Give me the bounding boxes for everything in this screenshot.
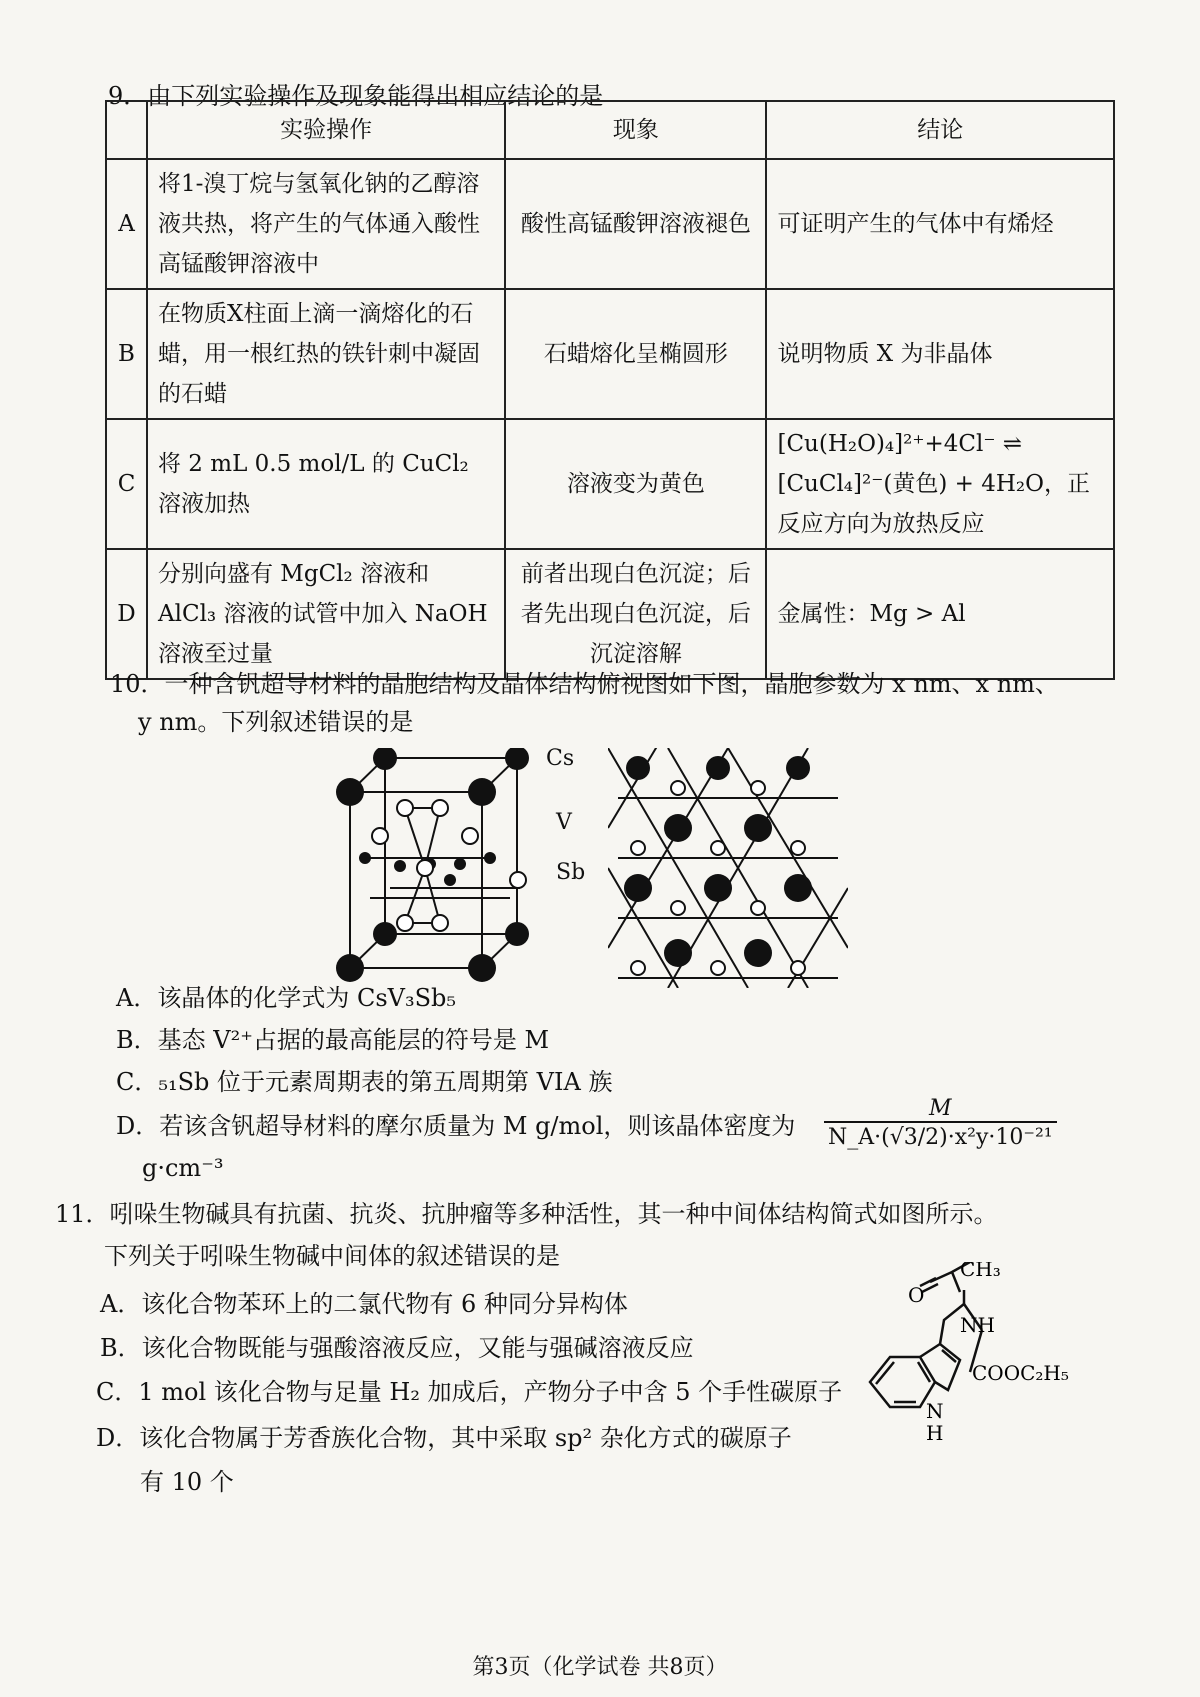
row-phenomenon: 酸性高锰酸钾溶液褪色 [505, 159, 766, 289]
q10-option-a: A．该晶体的化学式为 CsV₃Sb₅ [116, 984, 457, 1012]
header-conclusion: 结论 [766, 101, 1114, 159]
label-sb: Sb [556, 860, 586, 885]
q11-option-d-cont: 有 10 个 [140, 1468, 234, 1496]
q11-stem-line1: 11．吲哚生物碱具有抗菌、抗炎、抗肿瘤等多种活性，其一种中间体结构简式如图所示。 [55, 1200, 998, 1228]
row-label: D [106, 549, 147, 679]
table-row [106, 419, 1114, 549]
row-phenomenon: 前者出现白色沉淀；后者先出现白色沉淀，后沉淀溶解 [505, 549, 766, 679]
q10-stem-line1: 10．一种含钒超导材料的晶胞结构及晶体结构俯视图如下图，晶胞参数为 x nm、x nm、 [110, 670, 1059, 698]
struct-n: N [926, 1399, 944, 1423]
q10-stem-line2: y nm。下列叙述错误的是 [138, 708, 414, 736]
label-cs: Cs [546, 746, 575, 771]
q11-option-d: D．该化合物属于芳香族化合物，其中采取 sp² 杂化方式的碳原子 [96, 1424, 792, 1452]
table-row [106, 159, 1114, 289]
row-phenomenon: 石蜡熔化呈椭圆形 [505, 289, 766, 419]
q11-option-c: C．1 mol 该化合物与足量 H₂ 加成后，产物分子中含 5 个手性碳原子 [96, 1378, 843, 1406]
q10-option-b: B．基态 V²⁺占据的最高能层的符号是 M [116, 1026, 550, 1054]
table-row [106, 289, 1114, 419]
row-label: B [106, 289, 147, 419]
row-label: A [106, 159, 147, 289]
q9-stem: 9．由下列实验操作及现象能得出相应结论的是 [108, 82, 604, 110]
density-denominator: N_A·(√3/2)·x²y·10⁻²¹ [828, 1125, 1053, 1150]
row-operation: 分别向盛有 MgCl₂ 溶液和 AlCl₃ 溶液的试管中加入 NaOH 溶液至过量 [147, 549, 505, 679]
q10-option-d-unit: g·cm⁻³ [142, 1154, 224, 1182]
q11-option-a: A．该化合物苯环上的二氯代物有 6 种同分异构体 [100, 1290, 628, 1318]
q10-option-c: C．₅₁Sb 位于元素周期表的第五周期第 VIA 族 [116, 1068, 613, 1096]
struct-nh: NH [960, 1313, 995, 1337]
page-footer: 第3页（化学试卷 共8页） [472, 1655, 728, 1680]
struct-o: O [908, 1283, 925, 1307]
table-header-row [106, 101, 1114, 159]
label-v: V [556, 810, 572, 835]
crystal-top-view [608, 748, 848, 988]
header-phenomenon: 现象 [505, 101, 766, 159]
struct-ester: COOC₂H₅ [972, 1361, 1069, 1385]
header-operation: 实验操作 [147, 101, 505, 159]
row-conclusion: 金属性：Mg > Al [766, 549, 1114, 679]
q11-option-b: B．该化合物既能与强酸溶液反应，又能与强碱溶液反应 [100, 1334, 694, 1362]
kagome-lines [608, 748, 848, 988]
row-conclusion: [Cu(H₂O)₄]²⁺+4Cl⁻ ⇌ [CuCl₄]²⁻(黄色) + 4H₂O，正反应方向为放热反应 [766, 419, 1114, 549]
density-fraction [824, 1096, 1057, 1152]
row-label: C [106, 419, 147, 549]
row-phenomenon: 溶液变为黄色 [505, 419, 766, 549]
row-operation: 将1-溴丁烷与氢氧化钠的乙醇溶液共热，将产生的气体通入酸性高锰酸钾溶液中 [147, 159, 505, 289]
struct-ch3: CH₃ [960, 1262, 1001, 1281]
struct-h: H [926, 1421, 944, 1445]
row-conclusion: 说明物质 X 为非晶体 [766, 289, 1114, 419]
table-row [106, 549, 1114, 679]
indole-structure [860, 1262, 1110, 1452]
row-operation: 在物质X柱面上滴一滴熔化的石蜡，用一根红热的铁针刺中凝固的石蜡 [147, 289, 505, 419]
q9-table [105, 100, 1115, 680]
row-operation: 将 2 mL 0.5 mol/L 的 CuCl₂ 溶液加热 [147, 419, 505, 549]
density-numerator: M [824, 1096, 1057, 1123]
q11-stem-line2: 下列关于吲哚生物碱中间体的叙述错误的是 [104, 1242, 560, 1270]
row-conclusion: 可证明产生的气体中有烯烃 [766, 159, 1114, 289]
q10-option-d: D．若该含钒超导材料的摩尔质量为 M g/mol，则该晶体密度为 [116, 1112, 796, 1140]
unit-cell-figure [330, 748, 580, 988]
